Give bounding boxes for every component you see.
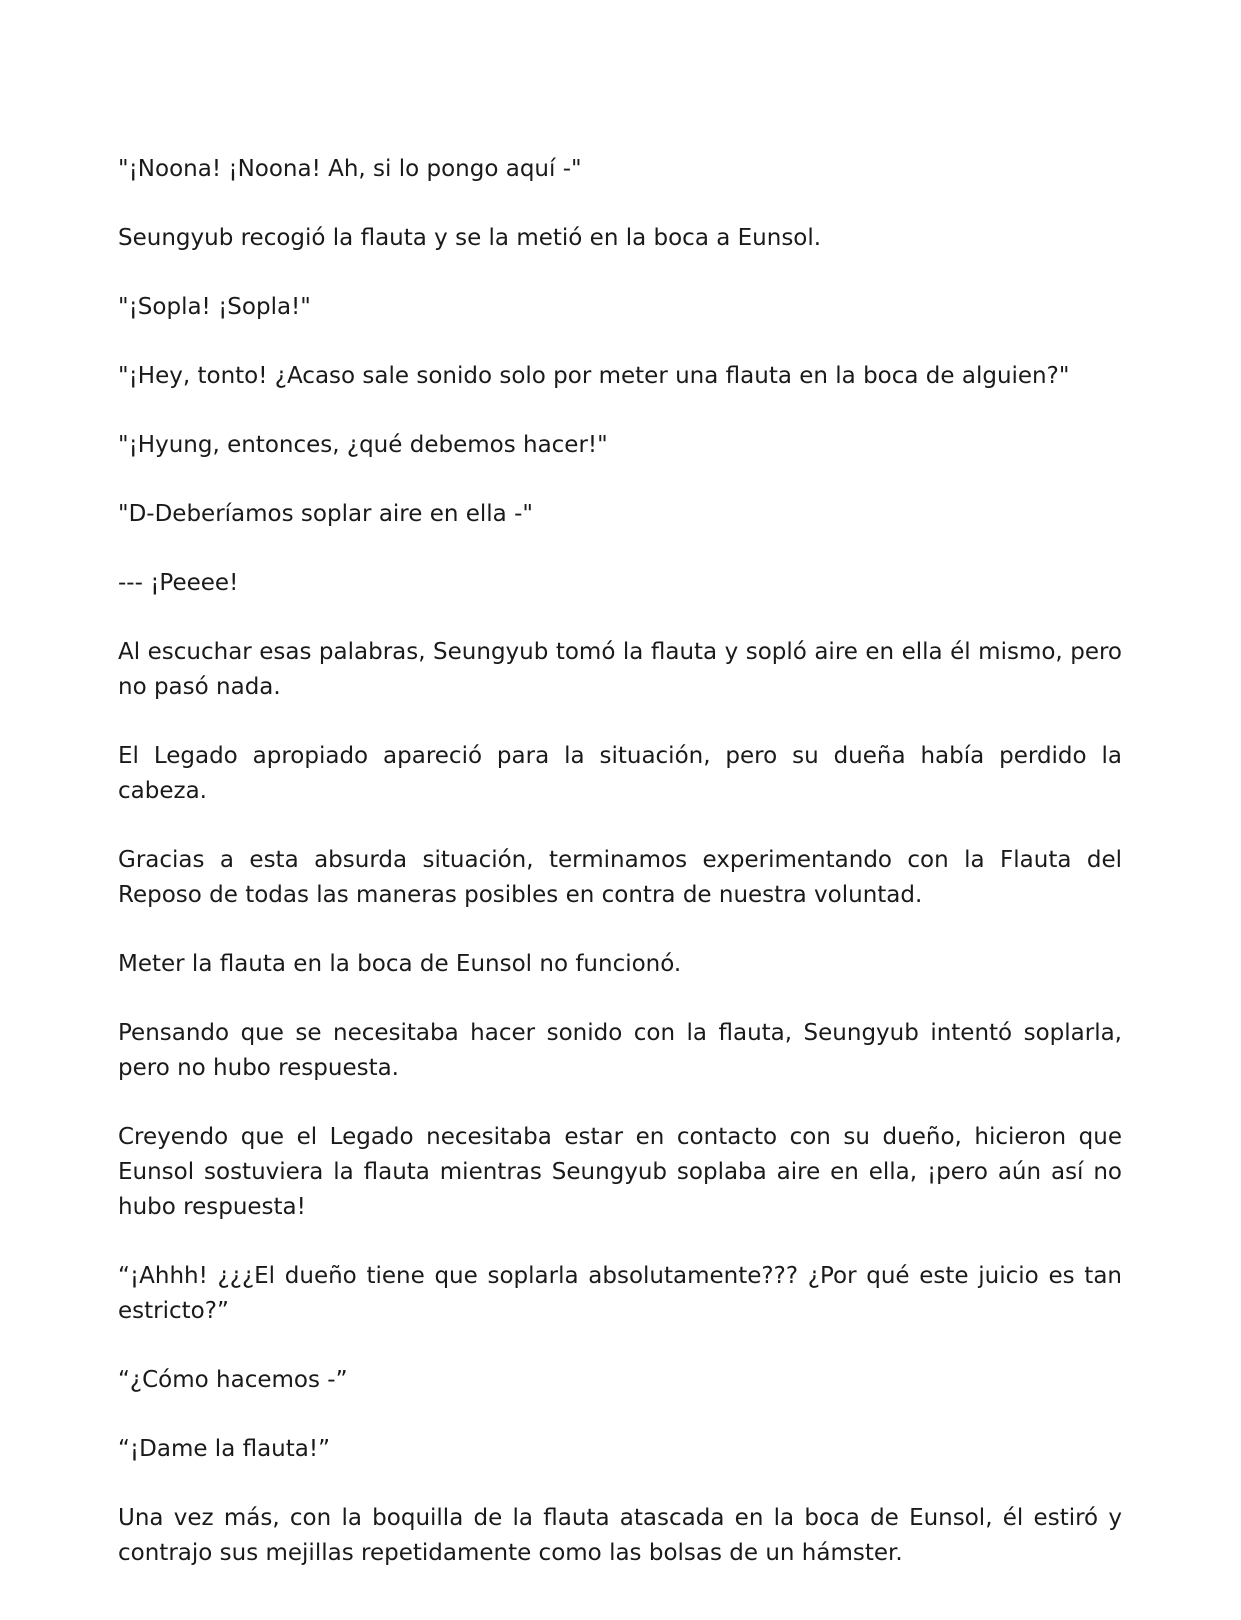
paragraph-15: “¿Cómo hacemos -” bbox=[118, 1367, 348, 1393]
paragraph-10: Gracias a esta absurda situación, terminamos experimentando con la Flauta del Reposo de todas las maneras posibles en contra de nuestra voluntad. bbox=[118, 847, 1122, 908]
paragraph-13: Creyendo que el Legado necesitaba estar en contacto con su dueño, hicieron que Eunsol sostuviera la flauta mientras Seungyub soplaba aire en ella, ¡pero aún así no hubo respuesta! bbox=[118, 1124, 1122, 1220]
document-body bbox=[118, 152, 1122, 1605]
paragraph-5: "¡Hyung, entonces, ¿qué debemos hacer!" bbox=[118, 432, 608, 458]
paragraph-6: "D-Deberíamos soplar aire en ella -" bbox=[118, 501, 533, 527]
paragraph-14: “¡Ahhh! ¿¿¿El dueño tiene que soplarla absolutamente??? ¿Por qué este juicio es tan estricto?” bbox=[118, 1263, 1122, 1324]
paragraph-3: "¡Sopla! ¡Sopla!" bbox=[118, 294, 311, 320]
paragraph-12: Pensando que se necesitaba hacer sonido con la flauta, Seungyub intentó soplarla, pero no hubo respuesta. bbox=[118, 1020, 1122, 1081]
paragraph-1: "¡Noona! ¡Noona! Ah, si lo pongo aquí -" bbox=[118, 156, 582, 182]
paragraph-9: El Legado apropiado apareció para la situación, pero su dueña había perdido la cabeza. bbox=[118, 743, 1122, 804]
paragraph-4: "¡Hey, tonto! ¿Acaso sale sonido solo por meter una flauta en la boca de alguien?" bbox=[118, 363, 1070, 389]
paragraph-16: “¡Dame la flauta!” bbox=[118, 1436, 331, 1462]
paragraph-17: Una vez más, con la boquilla de la flauta atascada en la boca de Eunsol, él estiró y contrajo sus mejillas repetidamente como las bolsas de un hámster. bbox=[118, 1505, 1122, 1566]
paragraph-2: Seungyub recogió la flauta y se la metió en la boca a Eunsol. bbox=[118, 225, 822, 251]
paragraph-8: Al escuchar esas palabras, Seungyub tomó la flauta y sopló aire en ella él mismo, pero no pasó nada. bbox=[118, 639, 1122, 700]
paragraph-11: Meter la flauta en la boca de Eunsol no funcionó. bbox=[118, 951, 682, 977]
paragraph-7: --- ¡Peeee! bbox=[118, 570, 239, 596]
